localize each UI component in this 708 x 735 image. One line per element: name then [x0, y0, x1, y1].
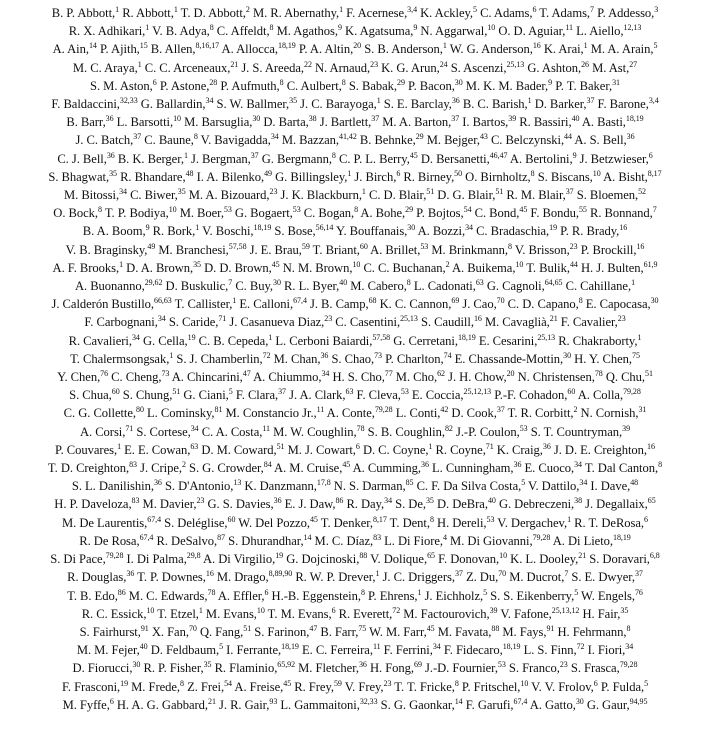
author-line: S. Fairhurst,$^{91}$ X. Fan,$^{70}$ Q. Fang,$^{51}$ S. Farinon,$^{47}$ B. Farr,$^{75}$ W. M. Farr,$^{45}$ M. Favata,$^{88}$ M. Fays,$^{91}$ H. Fehrmann,$^8$ [79, 623, 631, 639]
author-line: M. C. Araya,$^1$ C. C. Arceneaux,$^{21}$ J. S. Areeda,$^{22}$ N. Arnaud,$^{23}$ K. G. Arun,$^{24}$ S. Ascenzi,$^{25,13}$ G. Ashton,$^{26}$ M. Ast,$^{27}$ [72, 59, 638, 75]
author-line: S. M. Aston,$^6$ P. Astone,$^{28}$ P. Aufmuth,$^8$ C. Aulbert,$^8$ S. Babak,$^{29}$ P. Bacon,$^{30}$ M. K. M. Bader,$^9$ P. T. Baker,$^{31}$ [90, 77, 620, 93]
author-line: A. Ain,$^{14}$ P. Ajith,$^{15}$ B. Allen,$^{8,16,17}$ A. Allocca,$^{18,19}$ P. A. Altin,$^{20}$ S. B. Anderson,$^1$ W. G. Anderson,$^{16}$ K. Arai,$^1$ M. A. Arain,$^5$ [52, 41, 658, 57]
author-line: J. C. Batch,$^{37}$ C. Baune,$^8$ V. Bavigadda,$^{34}$ M. Bazzan,$^{41,42}$ B. Behnke,$^{29}$ M. Bejger,$^{43}$ C. Belczynski,$^{44}$ A. S. Bell,$^{36}$ [75, 132, 635, 148]
author-line: Y. Chen,$^{76}$ C. Cheng,$^{73}$ A. Chincarini,$^{47}$ A. Chiummo,$^{34}$ H. S. Cho,$^{77}$ M. Cho,$^{62}$ J. H. Chow,$^{20}$ N. Christensen,$^{78}$ Q. Chu,$^{51}$ [57, 369, 653, 385]
author-line: M. M. Fejer,$^{40}$ D. Feldbaum,$^5$ I. Ferrante,$^{18,19}$ E. C. Ferreira,$^{11}$ F. Ferrini,$^{34}$ F. Fidecaro,$^{18,19}$ L. S. Finn,$^{72}$ I. Fiori,$^{34}$ [76, 642, 634, 658]
author-list [12, 4, 698, 714]
author-line: T. B. Edo,$^{86}$ M. C. Edwards,$^{78}$ A. Effler,$^6$ H.-B. Eggenstein,$^8$ P. Ehrens,$^1$ J. Eichholz,$^5$ S. S. Eikenberry,$^5$ W. Engels,$^{76}$ [67, 587, 643, 603]
author-line: T. D. Creighton,$^{83}$ J. Cripe,$^2$ S. G. Crowder,$^{84}$ A. M. Cruise,$^{45}$ A. Cumming,$^{36}$ L. Cunningham,$^{36}$ E. Cuoco,$^{34}$ T. Dal Canton,$^8$ [47, 460, 663, 476]
author-line: S. Di Pace,$^{79,28}$ I. Di Palma,$^{29,8}$ A. Di Virgilio,$^{19}$ G. Dojcinoski,$^{88}$ V. Dolique,$^{65}$ F. Donovan,$^{10}$ K. L. Dooley,$^{21}$ S. Doravari,$^{6,8}$ [50, 551, 660, 567]
author-line: F. Carbognani,$^{34}$ S. Caride,$^{71}$ J. Casanueva Diaz,$^{23}$ C. Casentini,$^{25,13}$ S. Caudill,$^{16}$ M. Cavaglià,$^{21}$ F. Cavalier,$^{23}$ [84, 314, 626, 330]
author-line: B. P. Abbott,$^1$ R. Abbott,$^1$ T. D. Abbott,$^2$ M. R. Abernathy,$^1$ F. Acernese,$^{3,4}$ K. Ackley,$^5$ C. Adams,$^6$ T. Adams,$^7$ P. Addesso,$^3$ [51, 5, 659, 20]
author-line: F. Baldaccini,$^{32,33}$ G. Ballardin,$^{34}$ S. W. Ballmer,$^{35}$ J. C. Barayoga,$^1$ S. E. Barclay,$^{36}$ B. C. Barish,$^1$ D. Barker,$^{37}$ F. Barone,$^{3,4}$ [51, 96, 659, 112]
author-line: S. Bhagwat,$^{35}$ R. Bhandare,$^{48}$ I. A. Bilenko,$^{49}$ G. Billingsley,$^1$ J. Birch,$^6$ R. Birney,$^{50}$ O. Birnholtz,$^8$ S. Biscans,$^{10}$ A. Bisht,$^{8,17}$ [48, 168, 662, 184]
author-line: C. G. Collette,$^{80}$ L. Cominsky,$^{81}$ M. Constancio Jr.,$^{11}$ A. Conte,$^{79,28}$ L. Conti,$^{42}$ D. Cook,$^{37}$ T. R. Corbitt,$^2$ N. Cornish,$^{31}$ [63, 405, 647, 421]
author-line: M. De Laurentis,$^{67,4}$ S. Deléglise,$^{60}$ W. Del Pozzo,$^{45}$ T. Denker,$^{8,17}$ T. Dent,$^8$ H. Dereli,$^{53}$ V. Dergachev,$^1$ R. T. DeRosa,$^6$ [62, 514, 648, 530]
author-line: R. Douglas,$^{36}$ T. P. Downes,$^{16}$ M. Drago,$^{8,89,90}$ R. W. P. Drever,$^1$ J. C. Driggers,$^{37}$ Z. Du,$^{70}$ M. Ducrot,$^7$ S. E. Dwyer,$^{37}$ [67, 569, 643, 585]
author-line: M. Bitossi,$^{34}$ C. Biwer,$^{35}$ M. A. Bizouard,$^{23}$ J. K. Blackburn,$^1$ C. D. Blair,$^{51}$ D. G. Blair,$^{51}$ R. M. Blair,$^{37}$ S. Bloemen,$^{52}$ [63, 187, 647, 203]
author-line: R. C. Essick,$^{10}$ T. Etzel,$^1$ M. Evans,$^{10}$ T. M. Evans,$^6$ R. Everett,$^{72}$ M. Factourovich,$^{39}$ V. Fafone,$^{25,13,12}$ H. Fair,$^{35}$ [81, 605, 629, 621]
author-line: A. Corsi,$^{71}$ S. Cortese,$^{34}$ C. A. Costa,$^{11}$ M. W. Coughlin,$^{78}$ S. B. Coughlin,$^{82}$ J.-P. Coulon,$^{53}$ S. T. Countryman,$^{39}$ [79, 423, 631, 439]
author-line: M. Fyffe,$^6$ H. A. G. Gabbard,$^{21}$ J. R. Gair,$^{93}$ L. Gammaitoni,$^{32,33}$ S. G. Gaonkar,$^{14}$ F. Garufi,$^{67,4}$ A. Gatto,$^{30}$ G. Gaur,$^{94,95}$ [62, 696, 648, 712]
author-line: O. Bock,$^8$ T. P. Bodiya,$^{10}$ M. Boer,$^{53}$ G. Bogaert,$^{53}$ C. Bogan,$^8$ A. Bohe,$^{29}$ P. Bojtos,$^{54}$ C. Bond,$^{45}$ F. Bondu,$^{55}$ R. Bonnand,$^7$ [53, 205, 657, 221]
author-line: F. Frasconi,$^{19}$ M. Frede,$^8$ Z. Frei,$^{54}$ A. Freise,$^{45}$ R. Frey,$^{59}$ V. Frey,$^{23}$ T. T. Fricke,$^8$ P. Fritschel,$^{10}$ V. V. Frolov,$^6$ P. Fulda,$^5$ [61, 678, 649, 694]
author-line: T. Chalermsongsak,$^1$ S. J. Chamberlin,$^{72}$ M. Chan,$^{36}$ S. Chao,$^{73}$ P. Charlton,$^{74}$ E. Chassande-Mottin,$^{30}$ H. Y. Chen,$^{75}$ [70, 350, 640, 366]
author-line: R. X. Adhikari,$^1$ V. B. Adya,$^8$ C. Affeldt,$^8$ M. Agathos,$^9$ K. Agatsuma,$^9$ N. Aggarwal,$^{10}$ O. D. Aguiar,$^{11}$ L. Aiello,$^{12,13}$ [68, 23, 642, 39]
author-line: C. J. Bell,$^{36}$ B. K. Berger,$^1$ J. Bergman,$^{37}$ G. Bergmann,$^8$ C. P. L. Berry,$^{45}$ D. Bersanetti,$^{46,47}$ A. Bertolini,$^9$ J. Betzwieser,$^6$ [57, 150, 653, 166]
author-line: P. Couvares,$^1$ E. E. Cowan,$^{63}$ D. M. Coward,$^{51}$ M. J. Cowart,$^6$ D. C. Coyne,$^1$ R. Coyne,$^{71}$ K. Craig,$^{36}$ J. D. E. Creighton,$^{16}$ [55, 441, 655, 457]
author-line: B. Barr,$^{36}$ L. Barsotti,$^{10}$ M. Barsuglia,$^{30}$ D. Barta,$^{38}$ J. Bartlett,$^{37}$ M. A. Barton,$^{37}$ I. Bartos,$^{39}$ R. Bassiri,$^{40}$ A. Basti,$^{18,19}$ [66, 114, 644, 130]
author-line: A. Buonanno,$^{29,62}$ D. Buskulic,$^7$ C. Buy,$^{30}$ R. L. Byer,$^{40}$ M. Cabero,$^8$ L. Cadonati,$^{63}$ G. Cagnoli,$^{64,65}$ C. Cahillane,$^1$ [74, 278, 636, 294]
author-line: R. Cavalieri,$^{34}$ G. Cella,$^{19}$ C. B. Cepeda,$^1$ L. Cerboni Baiardi,$^{57,58}$ G. Cerretani,$^{18,19}$ E. Cesarini,$^{25,13}$ R. Chakraborty,$^1$ [68, 332, 642, 348]
author-line: J. Calderón Bustillo,$^{66,63}$ T. Callister,$^1$ E. Calloni,$^{67,4}$ J. B. Camp,$^{68}$ K. C. Cannon,$^{69}$ J. Cao,$^{70}$ C. D. Capano,$^8$ E. Capocasa,$^{30}$ [51, 296, 659, 312]
author-line: A. F. Brooks,$^1$ D. A. Brown,$^{35}$ D. D. Brown,$^{45}$ N. M. Brown,$^{10}$ C. C. Buchanan,$^2$ A. Buikema,$^{10}$ T. Bulik,$^{44}$ H. J. Bulten,$^{61,9}$ [52, 259, 658, 275]
author-line: S. L. Danilishin,$^{36}$ S. D'Antonio,$^{13}$ K. Danzmann,$^{17,8}$ N. S. Darman,$^{85}$ C. F. Da Silva Costa,$^5$ V. Dattilo,$^{34}$ I. Dave,$^{48}$ [71, 478, 639, 494]
author-line: R. De Rosa,$^{67,4}$ R. DeSalvo,$^{87}$ S. Dhurandhar,$^{14}$ M. C. Díaz,$^{83}$ L. Di Fiore,$^4$ M. Di Giovanni,$^{79,28}$ A. Di Lieto,$^{18,19}$ [79, 532, 631, 548]
author-line: B. A. Boom,$^9$ R. Bork,$^1$ V. Boschi,$^{18,19}$ S. Bose,$^{56,14}$ Y. Bouffanais,$^{30}$ A. Bozzi,$^{34}$ C. Bradaschia,$^{19}$ P. R. Brady,$^{16}$ [82, 223, 628, 239]
author-line: V. B. Braginsky,$^{49}$ M. Branchesi,$^{57,58}$ J. E. Brau,$^{59}$ T. Briant,$^{60}$ A. Brillet,$^{53}$ M. Brinkmann,$^8$ V. Brisson,$^{23}$ P. Brockill,$^{16}$ [65, 241, 645, 257]
author-line: D. Fiorucci,$^{30}$ R. P. Fisher,$^{35}$ R. Flaminio,$^{65,92}$ M. Fletcher,$^{36}$ H. Fong,$^{69}$ J.-D. Fournier,$^{53}$ S. Franco,$^{23}$ S. Frasca,$^{79,28}$ [72, 660, 638, 676]
author-line: H. P. Daveloza,$^{83}$ M. Davier,$^{23}$ G. S. Davies,$^{36}$ E. J. Daw,$^{86}$ R. Day,$^{34}$ S. De,$^{35}$ D. DeBra,$^{40}$ G. Debreczeni,$^{38}$ J. Degallaix,$^{65}$ [54, 496, 656, 512]
author-line: S. Chua,$^{60}$ S. Chung,$^{51}$ G. Ciani,$^5$ F. Clara,$^{37}$ J. A. Clark,$^{63}$ F. Cleva,$^{53}$ E. Coccia,$^{25,12,13}$ P.-F. Cohadon,$^{60}$ A. Colla,$^{79,28}$ [69, 387, 641, 403]
